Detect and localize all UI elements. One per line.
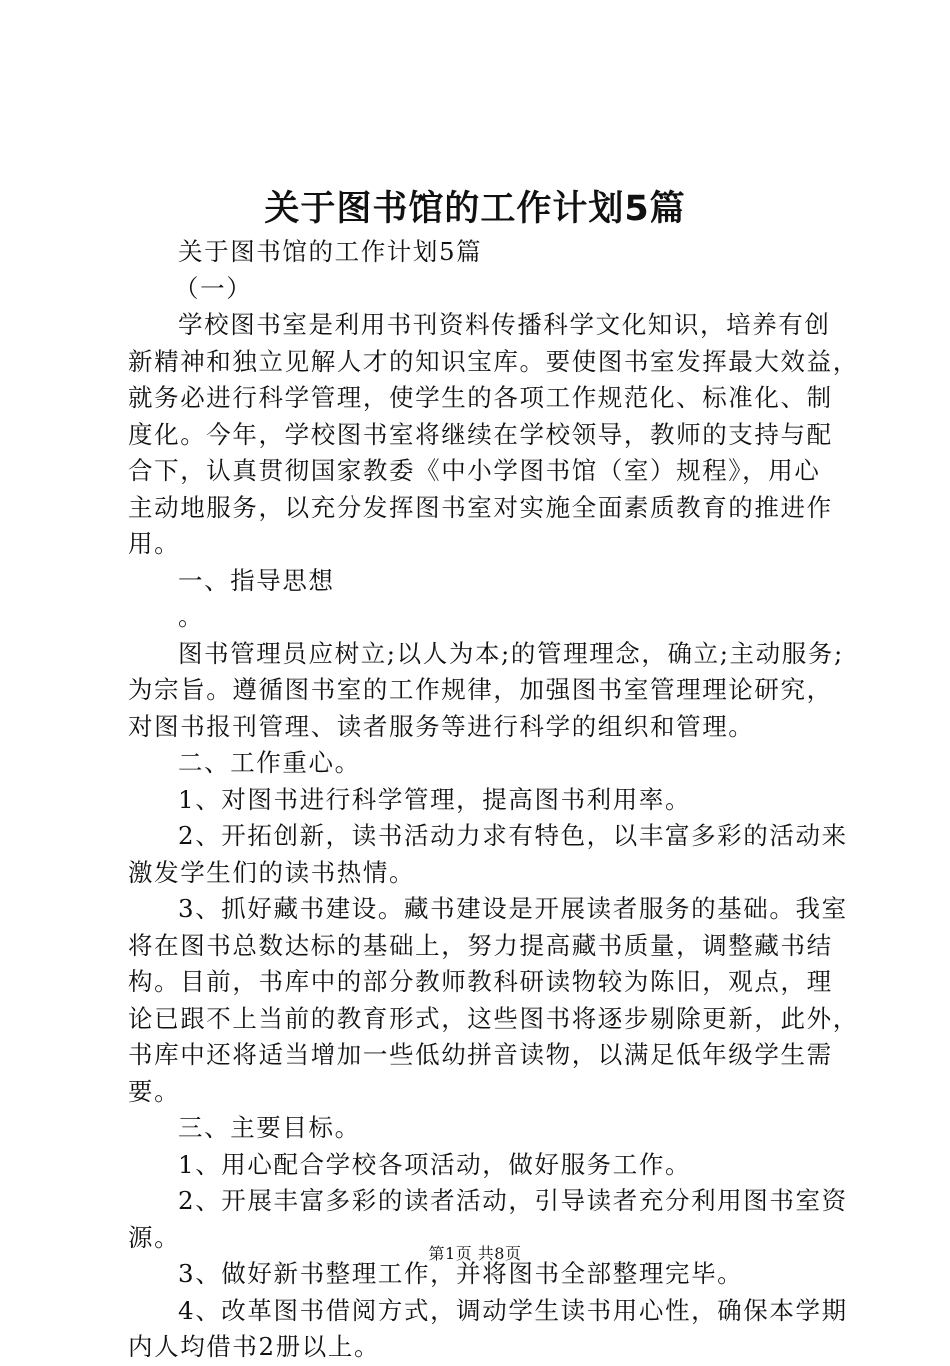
paragraph-line: 新精神和独立见解人才的知识宝库。要使图书室发挥最大效益， <box>128 346 859 376</box>
paragraph-line: 要。 <box>128 1076 181 1106</box>
paragraph-line: 源。 <box>128 1222 181 1252</box>
paragraph-line: 图书管理员应树立;以人为本;的管理理念，确立;主动服务; <box>178 638 844 668</box>
list-item: 1、用心配合学校各项活动，做好服务工作。 <box>178 1149 692 1179</box>
list-item: 4、改革图书借阅方式，调动学生读书用心性，确保本学期 <box>178 1295 848 1325</box>
heading-line: 二、工作重心。 <box>178 748 361 777</box>
paragraph-line: 主动地服务，以充分发挥图书室对实施全面素质教育的推进作 <box>128 492 833 522</box>
section-number: （一） <box>174 273 253 303</box>
list-item: 2、开展丰富多彩的读者活动，引导读者充分利用图书室资 <box>178 1186 848 1215</box>
list-item: 3、抓好藏书建设。藏书建设是开展读者服务的基础。我室 <box>178 894 848 923</box>
paragraph-line: 构。目前，书库中的部分教师教科研读物较为陈旧，观点，理 <box>128 967 833 996</box>
paragraph-line: 就务必进行科学管理，使学生的各项工作规范化、标准化、制 <box>128 383 833 412</box>
paragraph-line: 。 <box>178 602 205 631</box>
list-item: 3、做好新书整理工作，并将图书全部整理完毕。 <box>178 1259 744 1288</box>
subtitle-line: 关于图书馆的工作计划5篇 <box>178 237 483 266</box>
paragraph-line: 对图书报刊管理、读者服务等进行科学的组织和管理。 <box>128 711 755 741</box>
list-item: 2、开拓创新，读书活动力求有特色，以丰富多彩的活动来 <box>178 821 848 850</box>
paragraph-line: 合下，认真贯彻国家教委《中小学图书馆（室）规程》，用心 <box>128 456 821 485</box>
page-footer: 第1页 共8页 <box>428 1244 522 1263</box>
paragraph-line: 为宗旨。遵循图书室的工作规律，加强图书室管理理论研究， <box>128 675 833 704</box>
document-body <box>128 234 859 1366</box>
paragraph-line: 论已跟不上当前的教育形式，这些图书将逐步剔除更新，此外， <box>128 1003 859 1033</box>
list-item: 1、对图书进行科学管理，提高图书利用率。 <box>178 784 692 814</box>
paragraph-line: 学校图书室是利用书刊资料传播科学文化知识，培养有创 <box>178 310 831 339</box>
paragraph-line: 度化。今年，学校图书室将继续在学校领导，教师的支持与配 <box>128 419 833 449</box>
paragraph-line: 书库中还将适当增加一些低幼拼音读物，以满足低年级学生需 <box>128 1040 833 1069</box>
document-title: 关于图书馆的工作计划5篇 <box>264 189 686 229</box>
paragraph-line: 将在图书总数达标的基础上，努力提高藏书质量，调整藏书结 <box>128 930 833 960</box>
heading-line: 一、指导思想 <box>178 565 335 595</box>
paragraph-line: 用。 <box>128 529 181 558</box>
paragraph-line: 激发学生们的读书热情。 <box>128 857 416 887</box>
paragraph-line: 内人均借书2册以上。 <box>128 1332 381 1361</box>
heading-line: 三、主要目标。 <box>178 1113 361 1142</box>
